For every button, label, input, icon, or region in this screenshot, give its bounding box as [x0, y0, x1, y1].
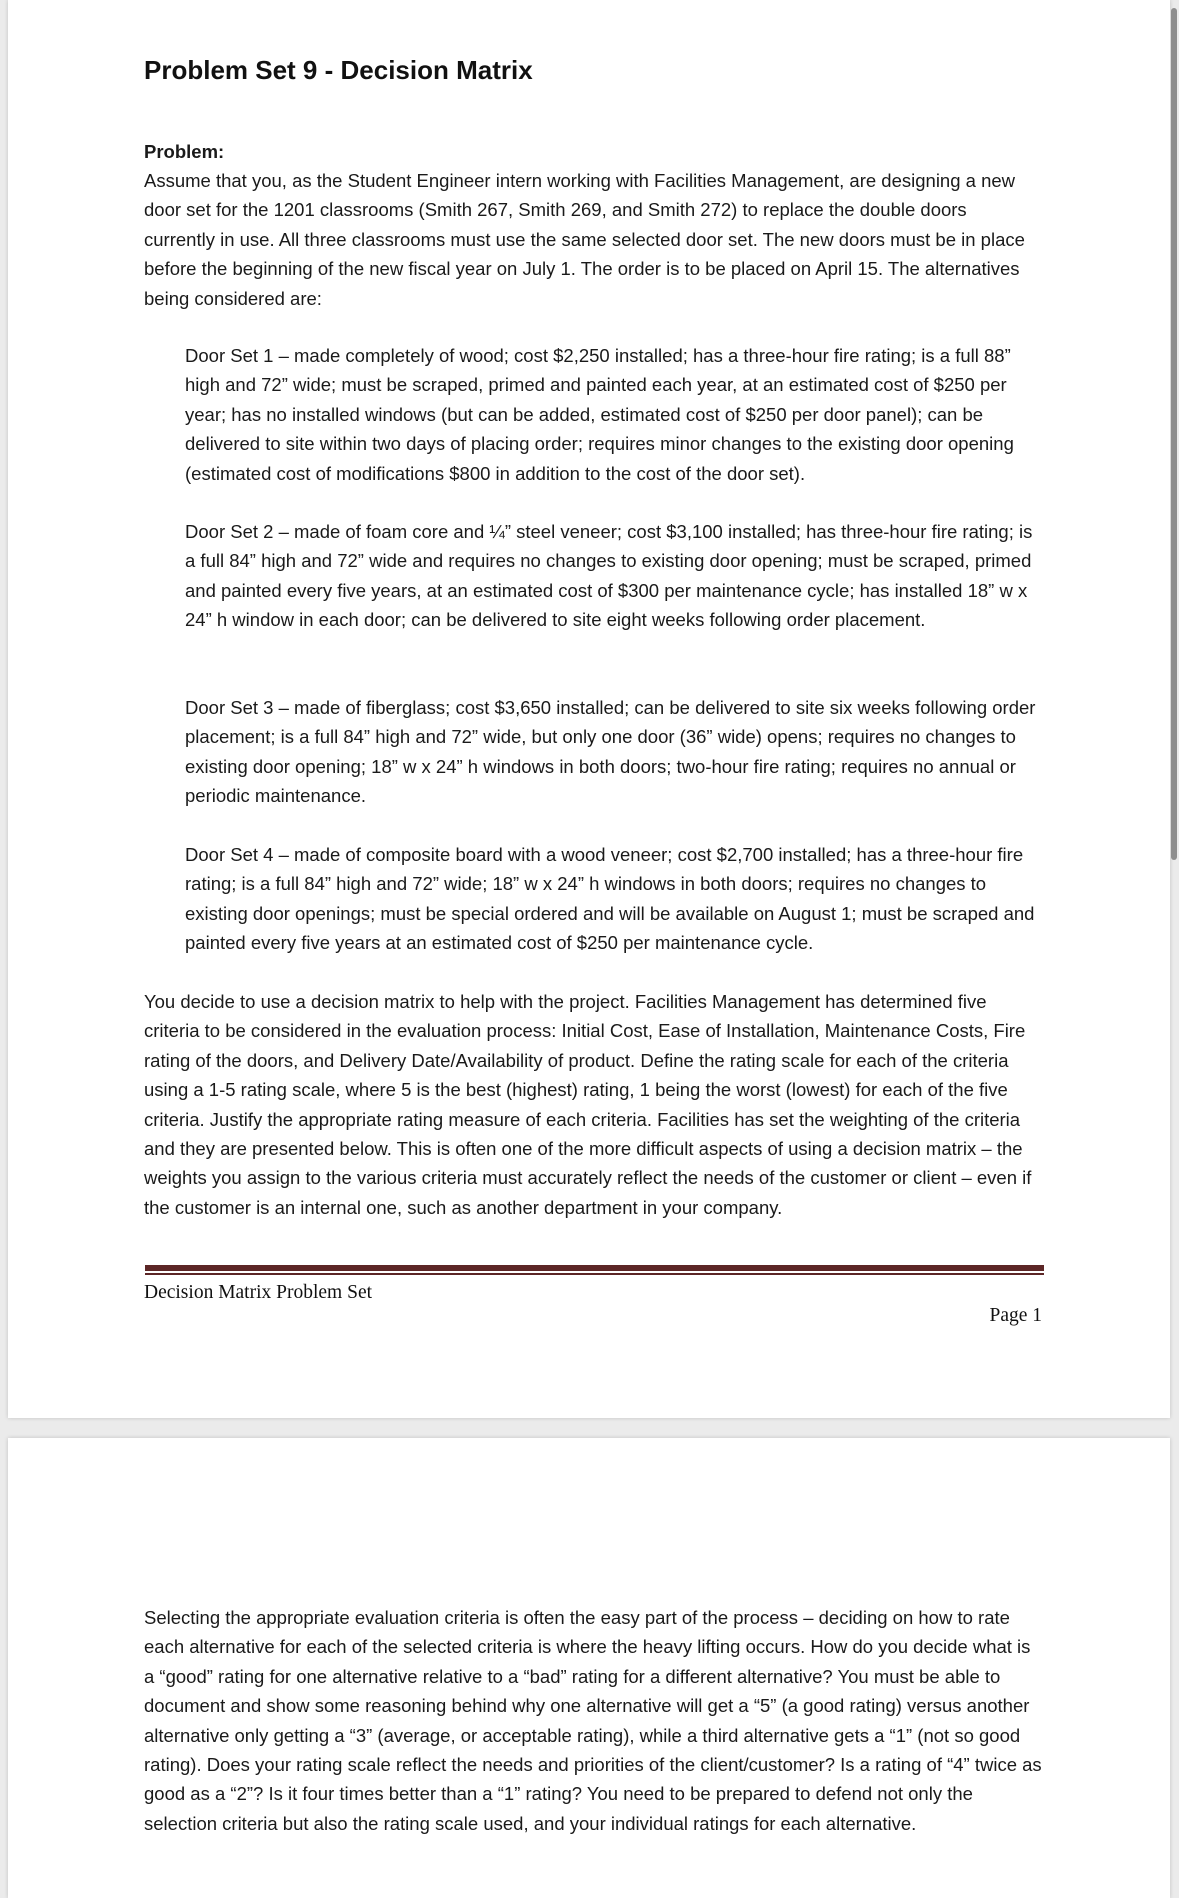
footer-divider-thin — [145, 1273, 1044, 1275]
page-title: Problem Set 9 - Decision Matrix — [144, 55, 533, 85]
footer-divider — [145, 1265, 1044, 1271]
vertical-scrollbar[interactable] — [1168, 0, 1179, 1418]
footer-page-number: Page 1 — [989, 1305, 1042, 1326]
document-page-1 — [8, 0, 1170, 1418]
door-set-3-description: Door Set 3 – made of fiberglass; cost $3,650 installed; can be delivered to site six weeks following order placement; is a full 84” high and 72” wide, but only one door (36” wide) opens; requires no changes to existing door opening; 18” w x 24” h windows in both doors; two-hour fire rating; requires no annual or periodic maintenance. — [185, 697, 1036, 807]
document-page-2 — [8, 1438, 1170, 1898]
door-set-2-description: Door Set 2 – made of foam core and ¼” steel veneer; cost $3,100 installed; has three-hour fire rating; is a full 84” high and 72” wide and requires no changes to existing door opening; must be scraped, primed and painted every five years, at an estimated cost of $300 per maintenance cycle; has installed 18” w x 24” h window in each door; can be delivered to site eight weeks following order placement. — [185, 521, 1033, 631]
scrollbar-thumb[interactable] — [1171, 8, 1177, 860]
selecting-paragraph: Selecting the appropriate evaluation criteria is often the easy part of the process – deciding on how to rate each alternative for each of the selected criteria is where the heavy lifting occurs. How do you decide what is a “good” rating for one alternative relative to a “bad” rating for a different alternative? You must be able to document and show some reasoning behind why one alternative will get a “5” (a good rating) versus another alternative only getting a “3” (average, or acceptable rating), while a third alternative gets a “1” (not so good rating). Does your rating scale reflect the needs and priorities of the client/customer? Is a rating of “4” twice as good as a “2”? Is it four times better than a “1” rating? You need to be prepared to defend not only the selection criteria but also the rating scale used, and your individual ratings for each alternative. — [144, 1607, 1042, 1834]
door-set-1-description: Door Set 1 – made completely of wood; cost $2,250 installed; has a three-hour fire rating; is a full 88” high and 72” wide; must be scraped, primed and painted each year, at an estimated cost of $250 per year; has no installed windows (but can be added, estimated cost of $250 per door panel); can be delivered to site within two days of placing order; requires minor changes to the existing door opening (estimated cost of modifications $800 in addition to the cost of the door set). — [185, 345, 1014, 484]
decision-paragraph: You decide to use a decision matrix to help with the project. Facilities Management has determined five criteria to be considered in the evaluation process: Initial Cost, Ease of Installation, Maintenance Costs, Fire rating of the doors, and Delivery Date/Availability of product. Define the rating scale for each of the criteria using a 1-5 rating scale, where 5 is the best (highest) rating, 1 being the worst (lowest) for each of the five criteria. Justify the appropriate rating measure of each criteria. Facilities has set the weighting of the criteria and they are presented below. This is often one of the more difficult aspects of using a decision matrix – the weights you assign to the various criteria must accurately reflect the needs of the customer or client – even if the customer is an internal one, such as another department in your company. — [144, 991, 1032, 1218]
footer-document-name: Decision Matrix Problem Set — [144, 1282, 373, 1303]
problem-heading: Problem: — [144, 141, 225, 162]
door-set-4-description: Door Set 4 – made of composite board with a wood veneer; cost $2,700 installed; has a three-hour fire rating; is a full 84” high and 72” wide; 18” w x 24” h windows in both doors; requires no changes to existing door openings; must be special ordered and will be available on August 1; must be scraped and painted every five years at an estimated cost of $250 per maintenance cycle. — [185, 844, 1035, 954]
intro-paragraph: Assume that you, as the Student Engineer intern working with Facilities Management, are designing a new door set for the 1201 classrooms (Smith 267, Smith 269, and Smith 272) to replace the double doors currently in use. All three classrooms must use the same selected door set. The new doors must be in place before the beginning of the new fiscal year on July 1. The order is to be placed on April 15. The alternatives being considered are: — [144, 170, 1025, 309]
rating-section — [144, 1603, 1042, 1838]
decision-matrix-section — [144, 987, 1042, 1222]
problem-intro — [144, 166, 1042, 313]
